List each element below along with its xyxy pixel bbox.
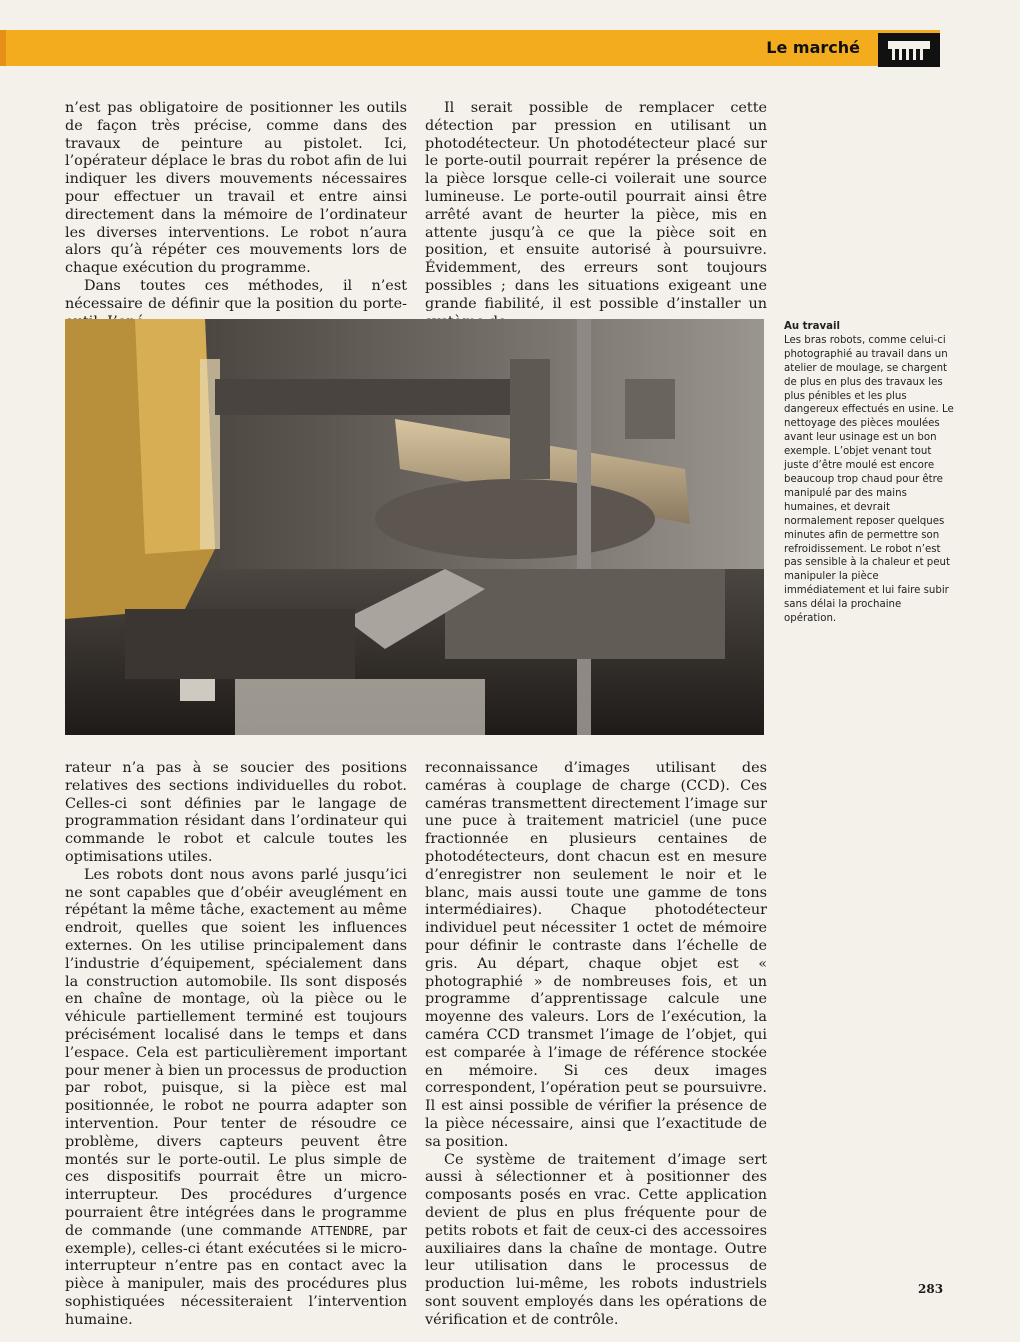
- paragraph: Ce système de traitement d’image sert aussi à sélectionner et à positionner des composants posés en vrac. Cette application devient de plus en plus fréquente pour de petits robots et fait de ceux-ci des accessoires auxiliaires dans la chaîne de montage. Outre leur utilisation dans le processus de production lui-même, les robots industriels sont souvent employés dans les opérations de vérification et de contrôle.: [425, 1151, 767, 1328]
- column-right-top: [425, 100, 767, 331]
- robot-hand-icon: [878, 33, 940, 67]
- paragraph: reconnaissance d’images utilisant des caméras à couplage de charge (CCD). Ces caméras transmettent directement l’image sur une puce à traitement matriciel (une puce fractionnée en plusieurs centaines de photodétecteurs, dont chacun est en mesure d’enregistrer non seulement le noir et le blanc, mais aussi toute une gamme de tons intermédiaires). Chaque photodétecteur individuel peut nécessiter 1 octet de mémoire pour définir le contraste dans l’échelle de gris. Au départ, chaque objet est « photographié » de nombreuses fois, et un programme d’apprentissage calcule une moyenne des valeurs. Lors de l’exécution, la caméra CCD transmet l’image de l’objet, qui est comparée à l’image de référence stockée en mémoire. Si ces deux images correspondent, l’opération peut se poursuivre. Il est ainsi possible de vérifier la présence de la pièce nécessaire, ainsi que l’exactitude de sa position.: [425, 760, 767, 1150]
- page-number: 283: [918, 1282, 944, 1296]
- column-right-bottom: [425, 760, 767, 1330]
- photo-caption: [784, 320, 954, 626]
- paragraph: rateur n’a pas à se soucier des positions relatives des sections individuelles du robot. Celles-ci sont définies par le langage de programmation résidant dans l’ordinateur qui commande le robot et calcule toutes les optimisations utiles.: [65, 760, 407, 865]
- paragraph: [65, 867, 407, 1330]
- paragraph: Il serait possible de remplacer cette détection par pression en utilisant un photodétecteur. Un photodétecteur placé sur le porte-outil pourrait repérer la présence de la pièce lorsque celle-ci voilerait une source lumineuse. Le porte-outil pourrait ainsi être arrêté avant de heurter la pièce, mis en attente jusqu’à ce que la pièce soit en position, et ensuite autorisé à poursuivre. Évidemment, des erreurs sont toujours possibles ; dans les situations exigeant une grande fiabilité, il est possible d’installer un: [425, 100, 767, 312]
- paragraph: n’est pas obligatoire de positionner les outils de façon très précise, comme dans des travaux de peinture au pistolet. Ici, l’opérateur déplace le bras du robot afin de lui indiquer les divers mouvements nécessaires pour effectuer un travail et entre ainsi directement dans la mémoire de l’ordinateur les diverses interventions. Le robot n’aura alors qu’à répéter ces mouvements lors de chaque exécution du programme.: [65, 100, 407, 277]
- header-bar-edge: [0, 30, 6, 66]
- paragraph-text: Les robots dont nous avons parlé jusqu’ici ne sont capables que d’obéir aveuglément en répétant la même tâche, exactement au même endroit, quelles que soient les influences externes. On les utilise principalement dans l’industrie d’équipement, spécialement dans la construction automobile. Ils sont disposés en chaîne de montage, où la pièce ou le véhicule partiellement terminé est toujours précisément localisé dans le temps et dans l’espace. Cela est particulièrement important pour mener à bien un processus de production par robot, puisque, si la pièce est mal positionnée, le robot ne pourra adapter son intervention. Pour tenter de résoudre ce problème, divers capteurs peuvent être montés sur le porte-outil. Le plus simple de ces dispositifs pourrait être un micro-interrupteur. Des procédures d’urgence pourraient être intégrées dans le programme de commande (une commande: [65, 866, 407, 1239]
- section-title: Le marché: [766, 38, 860, 57]
- robot-foundry-photo: [65, 319, 764, 735]
- command-keyword: ATTENDRE: [310, 1223, 369, 1238]
- column-left-bottom: [65, 760, 407, 1330]
- section-header-bar: [0, 30, 940, 66]
- paragraph: Dans toutes ces méthodes, il n’est nécessaire de définir que la position du porte-: [65, 277, 407, 312]
- caption-title: Au travail: [784, 321, 840, 332]
- paragraph-text: , par exemple), celles-ci étant exécutées si le micro-interrupteur n’entre pas en contact avec la pièce à manipuler, mais des procédures plus sophistiquées nécessiteraient l’intervention humaine.: [65, 1222, 407, 1328]
- caption-text: Les bras robots, comme celui-ci photographié au travail dans un atelier de moulage, se chargent de plus en plus des travaux les plus pénibles et les plus dangereux effectués en usine. Le nettoyage des pièces moulées avant leur usinage est un bon exemple. L’objet venant tout juste d’être moulé est encore beaucoup trop chaud pour être manipulé par des mains humaines, et devrait normalement reposer quelques minutes afin de permettre son refroidissement. Le robot n’est pas sensible à la chaleur et peut manipuler la pièce immédiatement et lui faire subir sans délai la prochaine opération.: [784, 334, 954, 625]
- column-left-top: [65, 100, 407, 331]
